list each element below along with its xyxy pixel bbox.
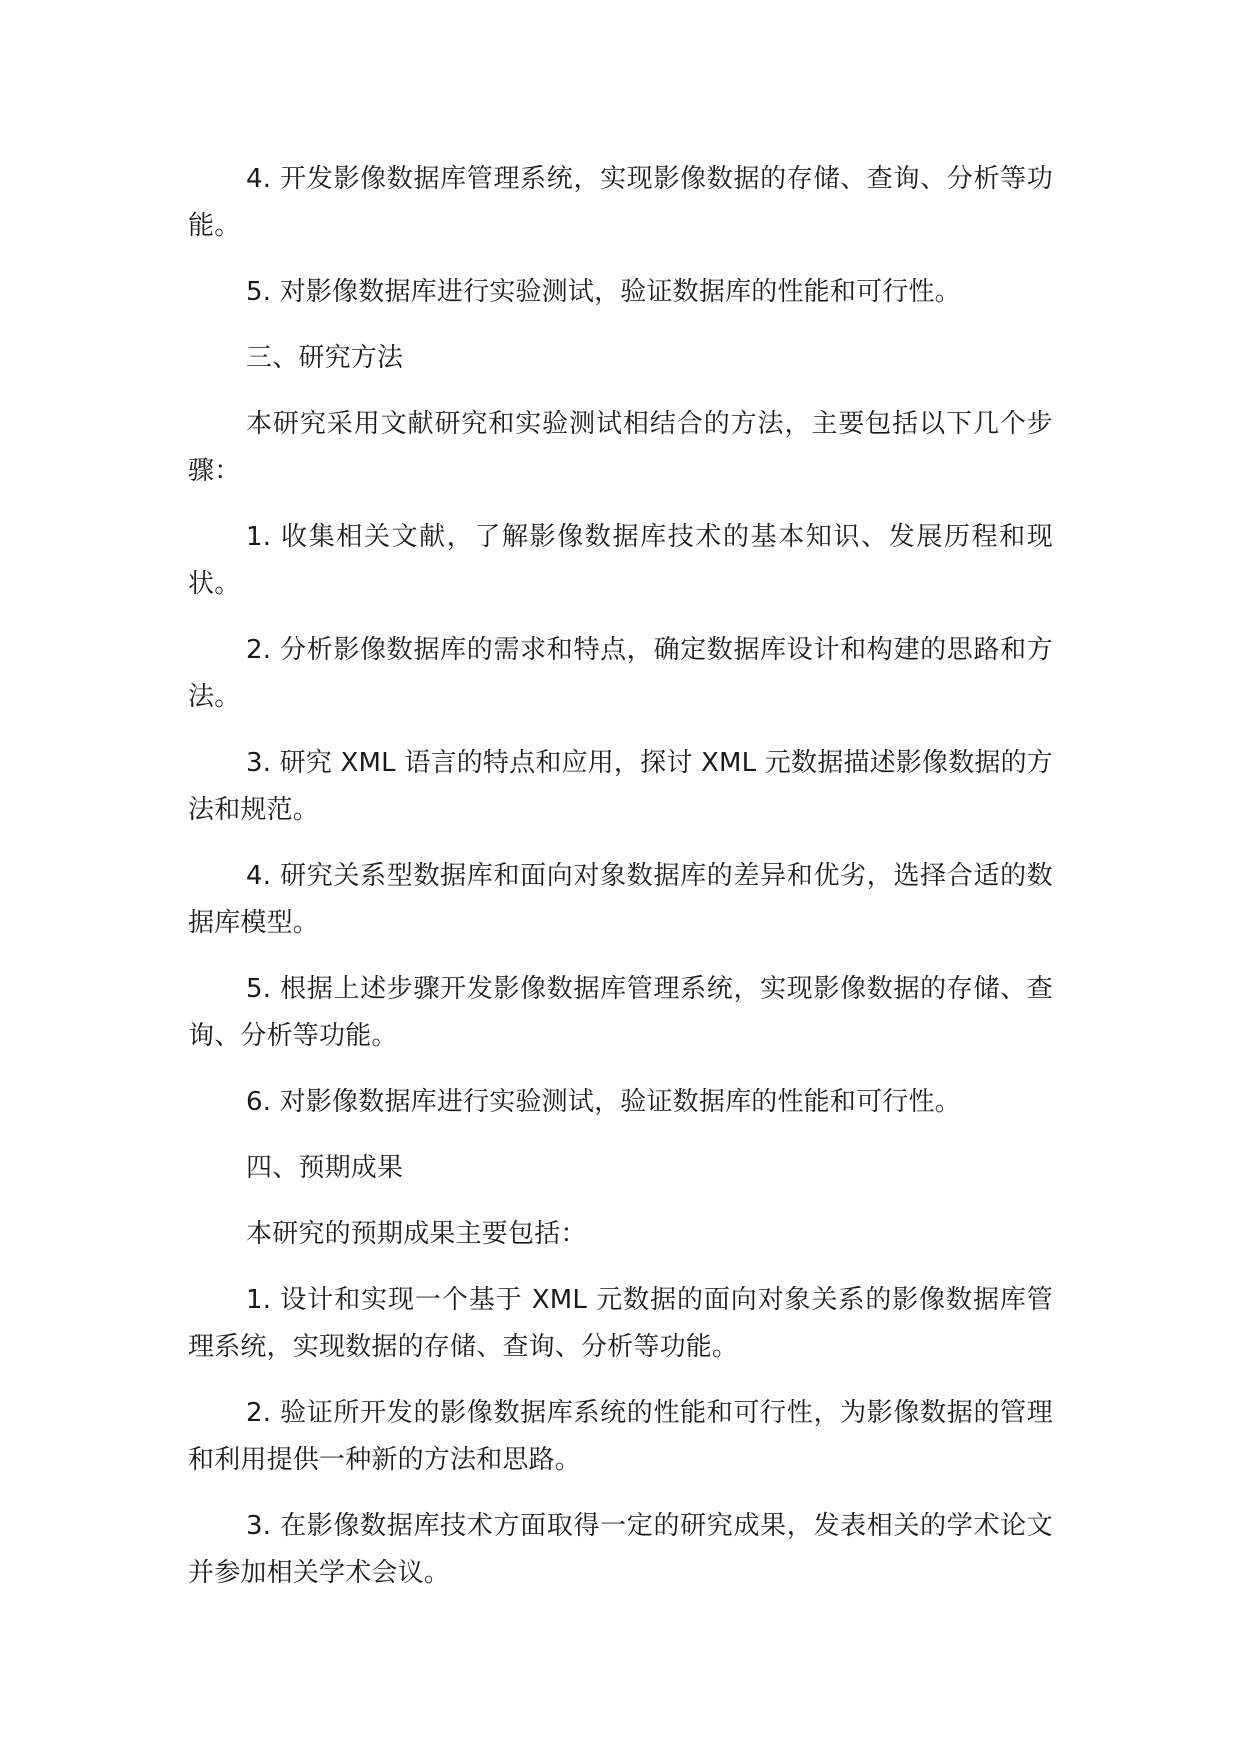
paragraph-result-3: 3. 在影像数据库技术方面取得一定的研究成果，发表相关的学术论文并参加相关学术会议。: [188, 1511, 1053, 1588]
paragraph-methods-intro: 本研究采用文献研究和实验测试相结合的方法，主要包括以下几个步骤：: [188, 409, 1053, 486]
paragraph-method-step-2: 2. 分析影像数据库的需求和特点，确定数据库设计和构建的思路和方法。: [188, 635, 1053, 712]
paragraph-method-step-1: 1. 收集相关文献，了解影像数据库技术的基本知识、发展历程和现状。: [188, 522, 1053, 599]
document-page: [188, 156, 1053, 1616]
paragraph-method-step-5: 5. 根据上述步骤开发影像数据库管理系统，实现影像数据的存储、查询、分析等功能。: [188, 974, 1053, 1051]
paragraph-method-step-6: 6. 对影像数据库进行实验测试，验证数据库的性能和可行性。: [246, 1087, 961, 1117]
paragraph-results-intro: 本研究的预期成果主要包括：: [246, 1219, 587, 1249]
paragraph-result-1: 1. 设计和实现一个基于 XML 元数据的面向对象关系的影像数据库管理系统，实现数据的存储、查询、分析等功能。: [188, 1285, 1053, 1362]
section-heading-methods: 三、研究方法: [246, 343, 404, 373]
paragraph-method-step-4: 4. 研究关系型数据库和面向对象数据库的差异和优劣，选择合适的数据库模型。: [188, 861, 1053, 938]
paragraph-objective-5: 5. 对影像数据库进行实验测试，验证数据库的性能和可行性。: [246, 277, 961, 307]
paragraph-method-step-3: 3. 研究 XML 语言的特点和应用，探讨 XML 元数据描述影像数据的方法和规范。: [188, 748, 1053, 825]
paragraph-result-2: 2. 验证所开发的影像数据库系统的性能和可行性，为影像数据的管理和利用提供一种新的方法和思路。: [188, 1398, 1053, 1475]
section-heading-expected-results: 四、预期成果: [246, 1153, 404, 1183]
paragraph-objective-4: 4. 开发影像数据库管理系统，实现影像数据的存储、查询、分析等功能。: [188, 164, 1053, 241]
